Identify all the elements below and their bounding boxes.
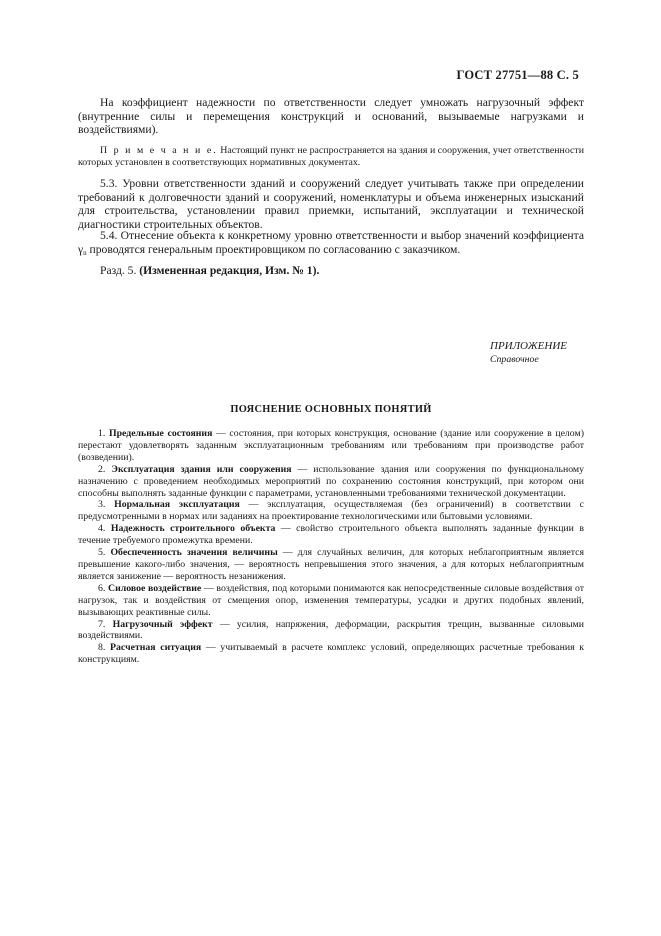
revision-prefix: Разд. 5. [100,264,137,277]
definition-number: 6. [98,582,106,594]
definition-text: — эксплуатация, осуществляемая (без ограничений) в соответствии с предусмотренными в нормах или заданиях на проектирование технологическими или бытовыми условиями. [78,499,585,523]
definition-term: Нагрузочный эффект [112,618,213,630]
note-block [78,145,584,169]
intro-paragraph: На коэффициент надежности по ответственности следует умножать нагрузочный эффект (внутренние силы и перемещения конструкций и оснований, вызываемые нагрузками и воздействиями). [78,96,584,137]
definition-term: Обеспеченность значения величины [110,547,278,559]
revision-note [78,264,584,278]
section-title: ПОЯСНЕНИЕ ОСНОВНЫХ ПОНЯТИЙ [230,404,432,415]
clause-5-3: 5.3. Уровни ответственности зданий и сооружений следует учитывать также при определении требований к долговечности зданий и сооружений, номенклатуры и объема инженерных изысканий для строительства, установлении правил приемки, испытаний, эксплуатации и технической диагностики строительных объектов. [78,177,584,231]
revision-block [78,264,584,278]
definition-number: 1. [98,428,106,439]
definition-term: Нормальная эксплуатация [114,499,240,511]
definition-term: Расчетная ситуация [110,642,202,654]
definition-number: 7. [98,618,106,630]
revision-bold: (Измененная редакция, Изм. № 1). [139,264,320,277]
definition-item [78,642,584,666]
definition-item [78,428,584,464]
definition-item [78,464,584,500]
clause-5-4-text-b: проводятся генеральным проектировщиком по согласованию с заказчиком. [86,242,461,256]
definition-text: — использование здания или сооружения по функциональному назначению с проведением необходимых мероприятий по сохранению состояния конструкций, при котором они способны выполнять заданные функции с параметрами, установленными требованиями технической документации. [78,463,584,499]
appendix-label [490,340,567,366]
note-text: Настоящий пункт не распространяется на здания и сооружения, учет ответственности которых установлен в соответствующих нормативных документах. [78,145,584,169]
definition-number: 2. [98,463,106,475]
definition-item [78,547,584,583]
definition-item [78,583,584,619]
definition-text: — усилия, напряжения, деформации, раскрытия трещин, вызванные силовыми воздействиями. [78,618,584,642]
clause-5-4 [78,229,584,260]
definition-item [78,523,584,547]
definition-item [78,619,584,643]
clause-5-4-text-a: 5.4. Отнесение объекта к конкретному уровню ответственности и выбор значений коэффициента γ [78,229,584,256]
definition-text: — состояния, при которых конструкция, основание (здание или сооружение в целом) перестают удовлетворять заданным эксплуатационным требованиям или требованиям при производстве работ (возведении). [78,428,584,463]
definition-text: — учитываемый в расчете комплекс условий, определяющих расчетные требования к конструкциям. [78,642,584,666]
intro-block [78,96,584,137]
definition-term: Предельные состояния [108,428,213,439]
definition-number: 5. [98,547,106,559]
clause-5-3-block [78,177,584,231]
appendix-title: ПРИЛОЖЕНИЕ [490,340,567,352]
definition-item [78,499,584,523]
definition-text: — свойство строительного объекта выполнять заданные функции в течение требуемого промежутка времени. [78,523,585,547]
clause-5-4-block [78,229,584,260]
definition-term: Надежность строительного объекта [110,523,276,535]
definitions-list [78,428,584,666]
gamma-subscript: n [83,248,87,257]
appendix-subtitle: Справочное [490,354,539,365]
definition-text: — для случайных величин, для которых неблагоприятным является превышение какого-либо значения, — вероятность непревышения этого значения, а для которых неблагоприятным является занижение — вероятность незанижения. [78,547,585,582]
definition-number: 3. [98,499,106,511]
note-label: П р и м е ч а н и е. [100,145,218,156]
definition-text: — воздействия, под которыми понимаются как непосредственные силовые воздействия от нагрузок, так и воздействия от смещения опор, изменения температуры, усадки и других подобных явлений, вызывающих реактивные силы. [78,582,584,618]
definition-number: 4. [98,523,106,535]
page-header: ГОСТ 27751—88 С. 5 [456,68,579,82]
definition-term: Эксплуатация здания или сооружения [111,463,292,475]
note-paragraph [78,145,584,169]
definition-number: 8. [98,642,106,654]
definition-term: Силовое воздействие [108,582,202,594]
